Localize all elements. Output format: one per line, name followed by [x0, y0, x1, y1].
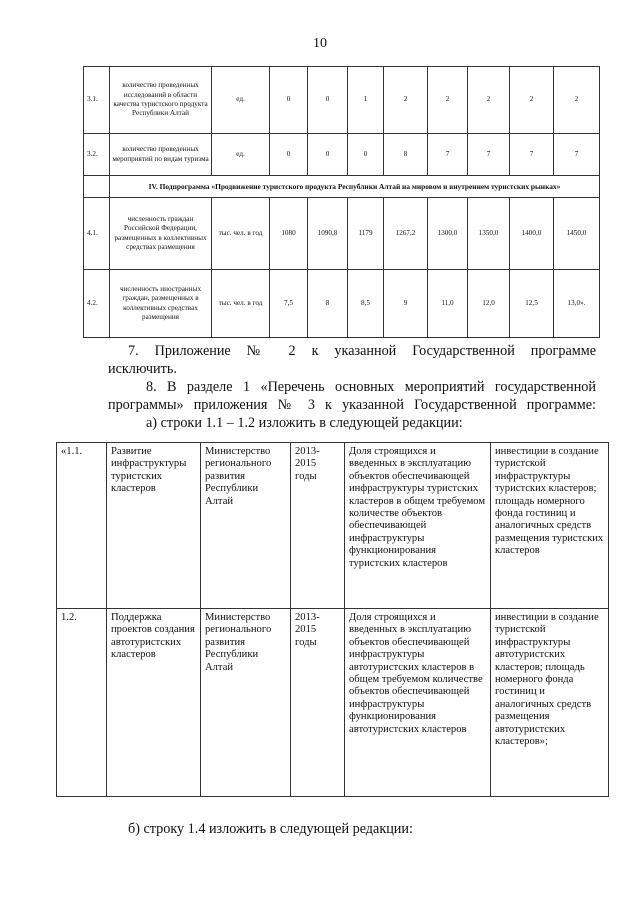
value-cell: 13,0».: [554, 270, 600, 338]
value-cell: 1450,0: [554, 198, 600, 270]
paragraph-8-line-2: программы» приложения № 3 к указанной Государственной программе:: [108, 397, 596, 413]
paragraph-7-line-1: 7. Приложение № 2 к указанной Государственной программе: [128, 343, 596, 359]
section-row: [84, 176, 600, 198]
table-row: [84, 134, 600, 176]
indicator-description: численность граждан Российской Федерации, размещенных в коллективных средствах размещения: [110, 198, 212, 270]
indicator-cell: Доля строящихся и введенных в эксплуатацию объектов обеспечивающей инфраструктуры туристских кластеров в общем требуемом количестве объектов обеспечивающей инфраструктуры функционирования туристских кластеров: [345, 443, 491, 609]
value-cell: 2: [510, 67, 554, 134]
value-cell: 1: [348, 67, 384, 134]
value-cell: 0: [348, 134, 384, 176]
period-cell: 2013-2015 годы: [291, 443, 345, 609]
unit-cell: тыс. чел. в год: [212, 270, 270, 338]
row-number: 3.1.: [84, 67, 110, 134]
activity-name: Поддержка проектов создания автотуристских кластеров: [107, 609, 201, 797]
paragraph-8-line-1: 8. В разделе 1 «Перечень основных мероприятий государственной: [146, 379, 596, 395]
value-cell: 1090,8: [308, 198, 348, 270]
value-cell: 2: [384, 67, 428, 134]
row-number: 1.2.: [57, 609, 107, 797]
section-title: IV. Подпрограмма «Продвижение туристского продукта Республики Алтай на мировом и внутреннем туристских рынках»: [110, 176, 600, 198]
value-cell: 1400,0: [510, 198, 554, 270]
activity-name: Развитие инфраструктуры туристских кластеров: [107, 443, 201, 609]
result-cell: инвестиции в создание туристской инфраструктуры туристских кластеров; площадь номерного фонда гостиниц и аналогичных средств размещения туристских кластеров: [491, 443, 609, 609]
period-cell: 2013-2015 годы: [291, 609, 345, 797]
value-cell: 1350,0: [468, 198, 510, 270]
value-cell: 7,5: [270, 270, 308, 338]
indicator-description: количество проведенных мероприятий по видам туризма: [110, 134, 212, 176]
table-row: [84, 270, 600, 338]
value-cell: 11,0: [428, 270, 468, 338]
value-cell: 2: [554, 67, 600, 134]
unit-cell: ед.: [212, 67, 270, 134]
value-cell: 8,5: [348, 270, 384, 338]
paragraph-b: б) строку 1.4 изложить в следующей редакции:: [128, 821, 413, 837]
table-row: [84, 67, 600, 134]
indicator-description: численность иностранных граждан, размещенных в коллективных средствах размещения: [110, 270, 212, 338]
value-cell: 12,5: [510, 270, 554, 338]
value-cell: 1300,0: [428, 198, 468, 270]
value-cell: 8: [308, 270, 348, 338]
value-cell: 2: [428, 67, 468, 134]
unit-cell: ед.: [212, 134, 270, 176]
indicators-table: [83, 66, 600, 338]
row-number: 4.2.: [84, 270, 110, 338]
paragraph-8-line-3: а) строки 1.1 – 1.2 изложить в следующей редакции:: [146, 415, 463, 431]
indicator-cell: Доля строящихся и введенных в эксплуатацию объектов обеспечивающей инфраструктуры автотуристских кластеров в общем требуемом количестве объектов обеспечивающей инфраструктуры функционирования автотуристских кластеров: [345, 609, 491, 797]
table-row: [57, 443, 609, 609]
row-number: «1.1.: [57, 443, 107, 609]
value-cell: 1179: [348, 198, 384, 270]
value-cell: 8: [384, 134, 428, 176]
row-number: 3.2.: [84, 134, 110, 176]
unit-cell: тыс. чел. в год: [212, 198, 270, 270]
value-cell: 1080: [270, 198, 308, 270]
indicator-description: количество проведенных исследований в области качества туристского продукта Республики Алтай: [110, 67, 212, 134]
value-cell: 12,0: [468, 270, 510, 338]
value-cell: 0: [270, 67, 308, 134]
page-number: 10: [313, 36, 327, 51]
value-cell: 9: [384, 270, 428, 338]
value-cell: 7: [554, 134, 600, 176]
table-row: [57, 609, 609, 797]
result-cell: инвестиции в создание туристской инфраструктуры автотуристских кластеров; площадь номерного фонда гостиниц и аналогичных средств размещения автотуристских кластеров»;: [491, 609, 609, 797]
paragraph-7-line-2: исключить.: [108, 361, 177, 377]
value-cell: 0: [270, 134, 308, 176]
value-cell: 0: [308, 134, 348, 176]
value-cell: 1267,2: [384, 198, 428, 270]
table-row: [84, 198, 600, 270]
activities-table: [56, 442, 609, 797]
row-number: 4.1.: [84, 198, 110, 270]
executor-cell: Министерство регионального развития Республики Алтай: [201, 609, 291, 797]
value-cell: 7: [510, 134, 554, 176]
value-cell: 7: [468, 134, 510, 176]
value-cell: 7: [428, 134, 468, 176]
value-cell: 0: [308, 67, 348, 134]
value-cell: 2: [468, 67, 510, 134]
executor-cell: Министерство регионального развития Республики Алтай: [201, 443, 291, 609]
